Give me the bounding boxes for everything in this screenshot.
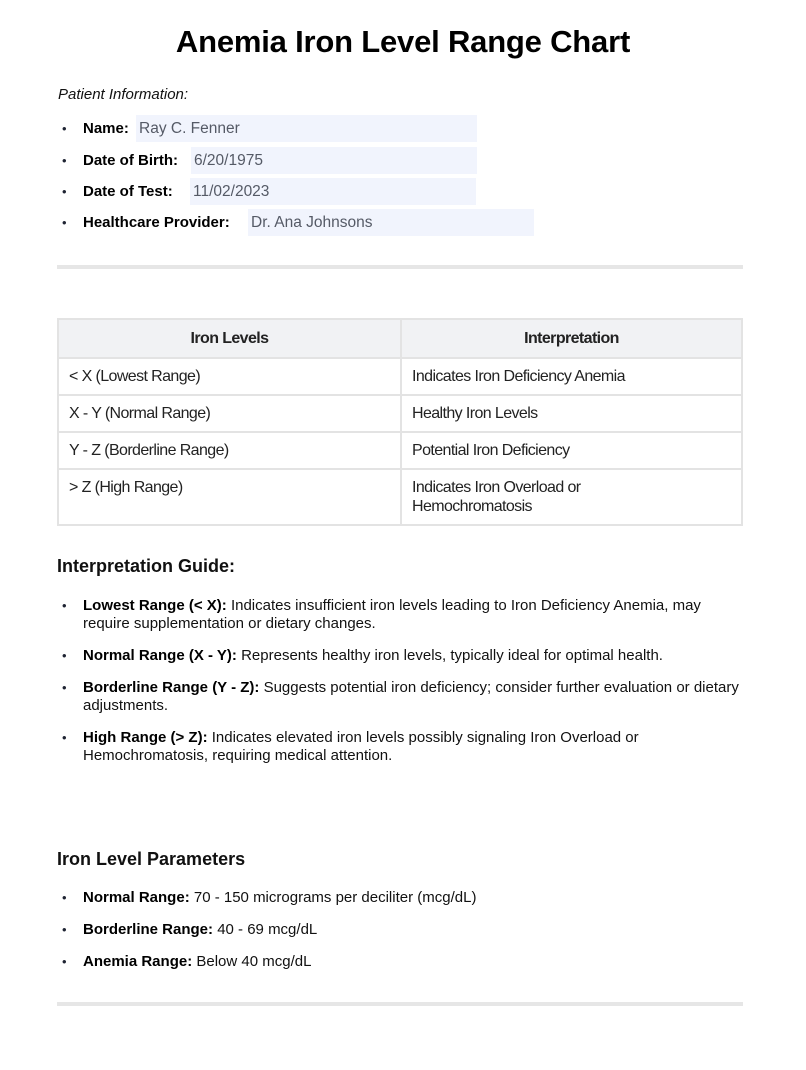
field-label: Date of Test: [83, 183, 173, 200]
bullet-icon: • [62, 215, 67, 230]
parameter-term: Anemia Range: [83, 953, 193, 970]
table-row [58, 432, 742, 469]
interpretation-guide-heading: Interpretation Guide: [57, 556, 236, 576]
iron-level-parameters-heading: Iron Level Parameters [57, 849, 246, 869]
range-term: High Range (> Z): [83, 729, 208, 746]
bullet-icon: • [62, 153, 67, 168]
interpretation-cell: Potential Iron Deficiency [401, 432, 742, 469]
column-header-iron-levels: Iron Levels [58, 319, 401, 358]
iron-level-cell: < X (Lowest Range) [58, 358, 401, 395]
interpretation-cell: Healthy Iron Levels [401, 395, 742, 432]
range-description: Indicates insufficient iron levels leading to Iron Deficiency Anemia, may require supplementation or dietary changes. [83, 597, 701, 632]
bullet-icon: • [62, 648, 67, 663]
list-item [62, 597, 742, 633]
range-term: Lowest Range (< X): [83, 597, 227, 614]
patient-field-provider [62, 209, 230, 236]
range-term: Normal Range (X - Y): [83, 647, 237, 664]
field-label: Healthcare Provider: [83, 214, 230, 231]
interpretation-cell: Indicates Iron Overload or Hemochromatosis [401, 469, 742, 525]
list-item [62, 889, 742, 907]
table-header-row [58, 319, 742, 358]
table-row [58, 395, 742, 432]
date-of-birth-field[interactable]: 6/20/1975 [191, 147, 477, 174]
section-divider [57, 265, 743, 269]
footer-divider [57, 1002, 743, 1006]
range-term: Borderline Range (Y - Z): [83, 679, 260, 696]
patient-field-test-date [62, 178, 173, 205]
date-of-test-field[interactable]: 11/02/2023 [190, 178, 476, 205]
bullet-icon: • [62, 922, 67, 937]
bullet-icon: • [62, 954, 67, 969]
range-description: Suggests potential iron deficiency; consider further evaluation or dietary adjustments. [83, 679, 739, 714]
parameter-term: Borderline Range: [83, 921, 214, 938]
bullet-icon: • [62, 184, 67, 199]
interpretation-guide-list [62, 597, 742, 779]
interpretation-cell: Indicates Iron Deficiency Anemia [401, 358, 742, 395]
patient-field-name [62, 115, 129, 142]
list-item [62, 921, 742, 939]
field-label: Name: [83, 120, 129, 137]
iron-level-cell: X - Y (Normal Range) [58, 395, 401, 432]
range-description: Represents healthy iron levels, typically ideal for optimal health. [236, 647, 663, 664]
parameter-value: 40 - 69 mcg/dL [213, 921, 318, 938]
field-label: Date of Birth: [83, 152, 178, 169]
patient-field-dob [62, 147, 178, 174]
page-title: Anemia Iron Level Range Chart [175, 24, 631, 59]
iron-level-cell: Y - Z (Borderline Range) [58, 432, 401, 469]
healthcare-provider-field[interactable]: Dr. Ana Johnsons [248, 209, 534, 236]
list-item [62, 647, 742, 665]
parameter-term: Normal Range: [83, 889, 190, 906]
iron-level-cell: > Z (High Range) [58, 469, 401, 525]
list-item [62, 953, 742, 971]
iron-level-parameters-list [62, 889, 742, 985]
bullet-icon: • [62, 598, 67, 613]
column-header-interpretation: Interpretation [401, 319, 742, 358]
patient-info-label: Patient Information: [58, 86, 189, 103]
list-item [62, 679, 742, 715]
name-field[interactable]: Ray C. Fenner [136, 115, 477, 142]
iron-range-table [57, 318, 743, 526]
table-row [58, 469, 742, 525]
range-description: Indicates elevated iron levels possibly signaling Iron Overload or Hemochromatosis, requiring medical attention. [83, 729, 639, 764]
table-row [58, 358, 742, 395]
parameter-value: 70 - 150 micrograms per deciliter (mcg/dL) [189, 889, 477, 906]
bullet-icon: • [62, 730, 67, 745]
list-item [62, 729, 742, 765]
parameter-value: Below 40 mcg/dL [192, 953, 312, 970]
bullet-icon: • [62, 121, 67, 136]
bullet-icon: • [62, 890, 67, 905]
bullet-icon: • [62, 680, 67, 695]
